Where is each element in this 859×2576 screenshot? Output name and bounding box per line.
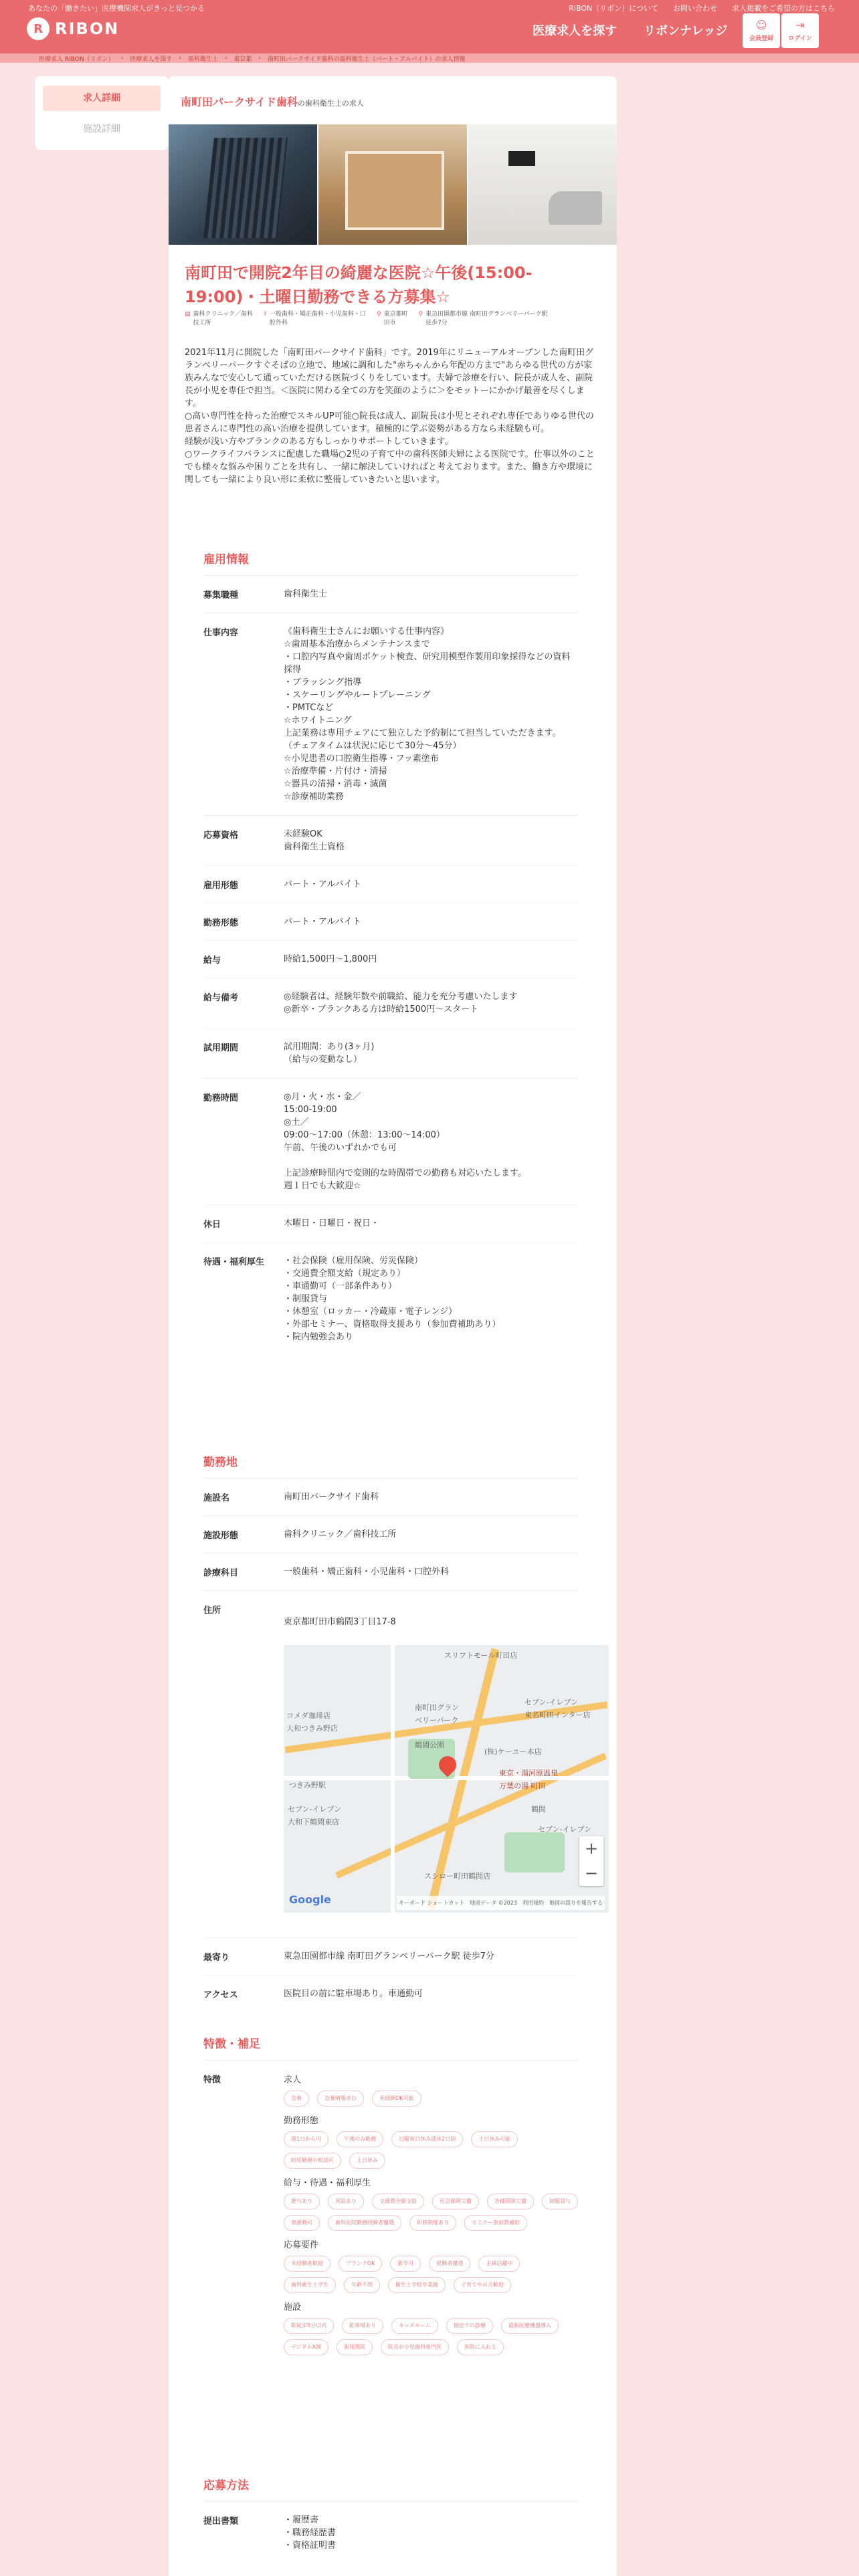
main-nav xyxy=(533,21,727,39)
workplace-row xyxy=(203,1515,578,1553)
feature-chip: 年齢不問 xyxy=(344,2277,380,2293)
features-title: 特徴・補足 xyxy=(203,2038,260,2051)
map-road xyxy=(391,1645,395,1913)
map-label: セブン-イレブン 東名町田インター店 xyxy=(524,1698,591,1719)
feature-group-label: 給与・待遇・福利厚生 xyxy=(284,2178,371,2188)
clinic-suffix: の歯科衛生士の求人 xyxy=(297,99,364,108)
meta-text: 歯科クリニック／歯科 技工所 xyxy=(193,311,253,326)
user-add-icon: ☺ xyxy=(755,18,767,31)
employment-row xyxy=(203,978,578,1028)
map-label: 東京・湯河原温泉 万葉の湯 町田 xyxy=(499,1769,558,1790)
feature-chip: 歯科衛生士学生 xyxy=(284,2277,336,2293)
row-value: パート・アルバイト xyxy=(284,879,361,889)
zoom-out-button[interactable]: − xyxy=(584,1864,599,1883)
meta-text: 東急田園都市線 南町田グランベリーパーク駅 徒歩7分 xyxy=(425,311,548,326)
breadcrumb-separator: › xyxy=(120,55,124,62)
map-zoom-control xyxy=(579,1836,603,1886)
feature-chip: 交通費全額支給 xyxy=(372,2193,424,2210)
feature-chips xyxy=(284,2131,578,2169)
feature-chip: 衛生士学校卒業後 xyxy=(388,2277,446,2293)
feature-chip: 急募 xyxy=(284,2090,309,2107)
feature-chip: 研修制度あり xyxy=(409,2215,456,2231)
feature-chip: 子育て中の方歓迎 xyxy=(454,2277,511,2293)
row-value: 医院目の前に駐車場あり。車通勤可 xyxy=(284,1989,423,1999)
row-key: 仕事内容 xyxy=(203,628,239,638)
map-label: スリフトモール町田店 xyxy=(444,1651,518,1660)
row-key: 特徴 xyxy=(203,2075,221,2085)
workplace-row xyxy=(203,1553,578,1590)
feature-chip: 主婦活躍中 xyxy=(478,2256,520,2272)
workplace-section xyxy=(203,1447,603,2012)
breadcrumb-separator: › xyxy=(179,55,181,62)
feature-chip: 個室での診療 xyxy=(446,2318,493,2334)
feature-chip: 新規開院 xyxy=(337,2339,373,2355)
workplace-row xyxy=(203,1937,578,1975)
feature-chip: 土日休み可能 xyxy=(471,2131,518,2147)
feature-chip: 新卒可 xyxy=(390,2256,421,2272)
workplace-row xyxy=(203,1478,578,1515)
breadcrumb-item[interactable]: 医療求人 RIBON（リボン） xyxy=(39,56,114,63)
row-key: 勤務時間 xyxy=(203,1093,239,1103)
feature-chip: 各種保険完備 xyxy=(487,2193,534,2210)
row-value: ・履歴書 ・職務経歴書 ・資格証明書 xyxy=(284,2515,337,2551)
row-value: パート・アルバイト xyxy=(284,917,361,927)
feature-chip: キッズルーム xyxy=(391,2318,438,2334)
feature-chip: 最新医療機器導入 xyxy=(501,2318,559,2334)
row-value: 試用期間：あり(3ヶ月) （給与の変動なし） xyxy=(284,1042,375,1065)
row-key: 施設名 xyxy=(203,1493,230,1503)
feature-chip: 駐車場あり xyxy=(342,2318,383,2334)
feature-chip: 未経験OK可能 xyxy=(372,2090,421,2107)
row-value: 時給1,500円〜1,800円 xyxy=(284,954,377,964)
employment-title: 雇用情報 xyxy=(203,553,249,566)
employment-row xyxy=(203,575,578,613)
breadcrumb-separator: › xyxy=(258,55,262,62)
map-road xyxy=(335,1753,607,1883)
row-key: 試用期間 xyxy=(203,1043,239,1053)
header-icon-buttons xyxy=(743,13,819,48)
google-map[interactable] xyxy=(284,1645,609,1913)
feature-chip: ブランクOK xyxy=(339,2256,382,2272)
row-key: 休日 xyxy=(203,1220,221,1230)
clinic-name[interactable]: 南町田パークサイド歯科 xyxy=(181,96,298,108)
feature-group-label: 応募要件 xyxy=(284,2240,319,2250)
feature-chip: 車通勤可 xyxy=(284,2215,320,2231)
row-value: 南町田パークサイド歯科 xyxy=(284,1492,379,1502)
feature-chip: 院長が小児歯科専門医 xyxy=(381,2339,449,2355)
feature-group-label: 施設 xyxy=(284,2302,302,2313)
feature-chip: 週1日から可 xyxy=(284,2131,328,2147)
clinic-heading xyxy=(181,94,364,109)
row-value: 《歯科衛生士さんにお願いする仕事内容》 ☆歯周基本治療からメンテナンスまで ・口腔内写真や歯周ポケット検査、研究用模型作製用印象採得などの資料採得 ・ブラッシング指導 ・スケーリングやルートプレーニング ・PMTCなど ☆ホワイトニング 上記業務は専用チェアにて独立した予約制にて担当していただきます。 （チェアタイムは状況に応じて30分〜45分） ☆小児患者の口腔衛生指導・フッ素塗布 ☆治療準備・片付け・清掃 ☆器具の清掃・消毒・滅菌 ☆診療補助業務 xyxy=(284,627,571,802)
feature-chip: 医院に入れる xyxy=(457,2339,504,2355)
breadcrumb-item[interactable]: 歯科衛生士 xyxy=(187,56,218,63)
row-value: ・社会保険（雇用保険、労災保険） ・交通費全額支給（規定あり） ・車通勤可（一部条件あり） ・制服貸与 ・休憩室（ロッカー・冷蔵庫・電子レンジ） ・外部セミナー、資格取得支援あり（参加費補助あり） ・院内勉強会あり xyxy=(284,1256,501,1342)
detail-sidebar xyxy=(35,76,169,150)
sidebar-item-facility-detail[interactable]: 施設詳細 xyxy=(83,124,120,134)
clinic-treatment-room-photo[interactable] xyxy=(468,124,617,245)
meta-text: 一般歯科・矯正歯科・小児歯科・口 腔外科 xyxy=(269,311,366,326)
row-key: 施設形態 xyxy=(203,1531,239,1541)
register-label: 会員登録 xyxy=(749,35,773,42)
row-key: 勤務形態 xyxy=(203,918,239,928)
map-label: コメダ珈琲店 大和つきみ野店 xyxy=(286,1711,338,1733)
train-icon: ⚲ xyxy=(418,311,423,318)
job-description: 2021年11月に開院した「南町田パークサイド歯科」です。2019年にリニューアルオープンした南町田グランベリーパークすぐそばの立地で、地域に調和した"赤ちゃんから年配の方まで"あらゆる世代の方が家族みんなで安心して通っていただける医院づくりをしています。夫婦で診療を行い、院長が成人を、副院長が小児を専任で担当。＜医院に関わる全ての方を笑顔のように＞をモットーにかかげ最善を尽くします。 ○高い専門性を持った治療でスキルUP可能○院長は成人、副院長は小児とそれぞれ専任でありゆる世代の患者さんに専門性の高い治療を提供しています。積極的に学ぶ姿勢がある方なら未経験も可。 経験が浅い方やブランクのある方もしっかりサポートしていきます。 ○ワークライフバランスに配慮した職場○2児の子育て中の歯科医師夫婦による医院です。仕事以外のことでも様々な悩みや困りごとを共有し、一緒に解決していければと考えております。また、働き方や環境に関しても一緒により良い形に柔軟に整備していきたいと思います。 xyxy=(185,348,595,485)
breadcrumb-item[interactable]: 東京都 xyxy=(233,56,252,63)
feature-chips xyxy=(284,2256,578,2293)
row-value: 未経験OK 歯科衛生士資格 xyxy=(284,829,345,852)
employment-row xyxy=(203,865,578,903)
feature-chip: 土日休み xyxy=(349,2153,385,2169)
contact-link[interactable]: お問い合わせ xyxy=(673,4,717,13)
row-key: 応募資格 xyxy=(203,831,239,841)
building-icon: ▤ xyxy=(185,311,191,318)
feature-chip: 駅徒歩5分以内 xyxy=(284,2318,334,2334)
meta-departments xyxy=(264,310,366,328)
row-value: 歯科クリニック／歯科技工所 xyxy=(284,1529,397,1539)
row-key: 住所 xyxy=(203,1606,221,1616)
apply-title: 応募方法 xyxy=(203,2479,249,2492)
map-label: セブン-イレブン 大和下鶴間東店 xyxy=(288,1805,342,1826)
row-value: 木曜日・日曜日・祝日・ xyxy=(284,1218,380,1228)
feature-chip: セミナー参加費補助 xyxy=(464,2215,527,2231)
map-label: つきみ野駅 xyxy=(289,1781,326,1790)
feature-chip: 昇給あり xyxy=(328,2193,364,2210)
workplace-row xyxy=(203,1590,603,1937)
map-label: 南町田グラン ベリーパーク xyxy=(415,1703,459,1725)
map-label: (株)ケーユー本店 xyxy=(484,1747,542,1756)
employment-row xyxy=(203,1028,578,1078)
workplace-row xyxy=(203,1975,578,2012)
apply-row xyxy=(203,2501,578,2564)
login-button[interactable] xyxy=(781,13,819,48)
nav-knowledge[interactable]: リボンナレッジ xyxy=(644,24,728,38)
feature-chip: 午後のみ勤務 xyxy=(337,2131,383,2147)
employment-row xyxy=(203,1242,578,1356)
feature-chip: 時短勤務の相談可 xyxy=(284,2153,341,2169)
employment-row xyxy=(203,1078,578,1204)
row-key: 募集職種 xyxy=(203,591,239,601)
workplace-title: 勤務地 xyxy=(203,1456,237,1469)
row-key: 待遇・福利厚生 xyxy=(203,1257,265,1267)
feature-chip: 制服貸与 xyxy=(542,2193,578,2210)
login-label: ログイン xyxy=(788,35,812,42)
row-value: ◎月・火・水・金／ 15:00-19:00 ◎土／ 09:00〜17:00（休憩：13:00〜14:00） 午前、午後のいずれかでも可 上記診療時間内で変則的な時間帯での勤務も対応いたします。 週１日でも大歓迎☆ xyxy=(284,1092,527,1191)
meta-text: 東京都町 田市 xyxy=(383,311,408,326)
site-logo[interactable] xyxy=(27,17,119,40)
map-label: 鶴間 xyxy=(531,1805,546,1814)
row-key: 雇用形態 xyxy=(203,881,239,891)
meta-station xyxy=(418,310,547,328)
apply-section xyxy=(203,2470,578,2564)
feature-chip: 急募情報求む xyxy=(317,2090,364,2107)
feature-chip: 未経験者歓迎 xyxy=(284,2256,330,2272)
clinic-photo-gallery xyxy=(169,124,617,245)
post-job-link[interactable]: 求人掲載をご希望の方はこちら xyxy=(732,4,835,13)
feature-chip: デジタルX線 xyxy=(284,2339,328,2355)
location-icon: ⚲ xyxy=(376,311,381,318)
feature-chip: 日曜祝日休み週休2日制 xyxy=(391,2131,463,2147)
address-cell xyxy=(284,1603,609,1925)
logo-text: RIBON xyxy=(55,19,120,38)
row-value: 歯科衛生士 xyxy=(284,589,328,599)
row-key: アクセス xyxy=(203,1990,238,2000)
job-title: 南町田で開院2年目の綺麗な医院☆午後(15:00-19:00)・土曜日勤務できる方募集☆ xyxy=(185,263,533,306)
row-key: 診療科目 xyxy=(203,1568,239,1578)
meta-location xyxy=(377,310,408,328)
row-key: 給与備考 xyxy=(203,993,239,1003)
feature-chip: 社会保険完備 xyxy=(432,2193,479,2210)
breadcrumb-separator: › xyxy=(224,55,227,62)
clinic-reception-photo[interactable] xyxy=(318,124,467,245)
map-label: スシロー町田鶴間店 xyxy=(424,1872,490,1881)
feature-chip: 賞与あり xyxy=(284,2193,320,2210)
employment-row xyxy=(203,815,578,865)
clinic-exterior-photo[interactable] xyxy=(169,124,317,245)
login-icon: ⇥ xyxy=(795,18,805,31)
employment-row xyxy=(203,903,578,940)
row-key: 給与 xyxy=(203,956,221,966)
features-section xyxy=(203,2029,578,2375)
header-top-links xyxy=(569,3,835,13)
feature-chip: 経験者優遇 xyxy=(429,2256,470,2272)
feature-group-label: 求人 xyxy=(284,2075,302,2085)
site-header xyxy=(0,0,859,53)
row-value: 一般歯科・矯正歯科・小児歯科・口腔外科 xyxy=(284,1567,450,1577)
google-logo: Google xyxy=(289,1893,331,1906)
feature-chip: 歯科医院勤務経験者優遇 xyxy=(328,2215,401,2231)
job-meta xyxy=(185,310,548,328)
register-button[interactable] xyxy=(743,13,780,48)
sidebar-item-job-detail[interactable]: 求人詳細 xyxy=(43,86,161,111)
employment-row xyxy=(203,1204,578,1242)
feature-chips xyxy=(284,2193,578,2231)
employment-section xyxy=(203,544,578,1356)
employment-row xyxy=(203,940,578,978)
about-link[interactable]: RIBON（リボン）について xyxy=(569,4,658,13)
row-key: 提出書類 xyxy=(203,2516,239,2527)
breadcrumb xyxy=(0,53,859,63)
feature-chips xyxy=(284,2090,578,2107)
row-value: 東急田園都市線 南町田グランベリーパーク駅 徒歩7分 xyxy=(284,1951,494,1961)
map-label: 鶴間公園 xyxy=(415,1741,444,1749)
stethoscope-icon: ⚕ xyxy=(263,311,267,318)
feature-chips xyxy=(284,2318,578,2355)
feature-group-label: 勤務形態 xyxy=(284,2116,319,2126)
breadcrumb-current: 南町田パークサイド歯科の歯科衛生士（パート・アルバイト）の求人情報 xyxy=(268,56,466,63)
meta-facility-type xyxy=(185,310,253,328)
map-attribution[interactable]: キーボード ショートカット 地図データ ©2023 利用規約 地図の誤りを報告する xyxy=(397,1896,605,1910)
address-text: 東京都町田市鶴間3丁目17-8 xyxy=(284,1617,396,1627)
employment-row xyxy=(203,613,578,815)
map-park xyxy=(504,1832,565,1872)
logo-mark: R xyxy=(27,17,50,40)
job-detail-card xyxy=(169,76,617,2576)
features-row xyxy=(203,2060,578,2375)
map-label: セブン-イレブン xyxy=(538,1825,592,1834)
breadcrumb-item[interactable]: 医療求人を探す xyxy=(130,56,173,63)
zoom-in-button[interactable]: + xyxy=(584,1839,599,1858)
nav-search-jobs[interactable]: 医療求人を探す xyxy=(533,24,617,38)
features-groups xyxy=(284,2072,578,2363)
row-value: ◎経験者は、経験年数や前職給、能力を充分考慮いたします ◎新卒・ブランクある方は時給1500円〜スタート xyxy=(284,992,518,1014)
row-key: 最寄り xyxy=(203,1953,230,1963)
header-tagline: あなたの「働きたい」医療機関求人がきっと見つかる xyxy=(28,4,205,13)
